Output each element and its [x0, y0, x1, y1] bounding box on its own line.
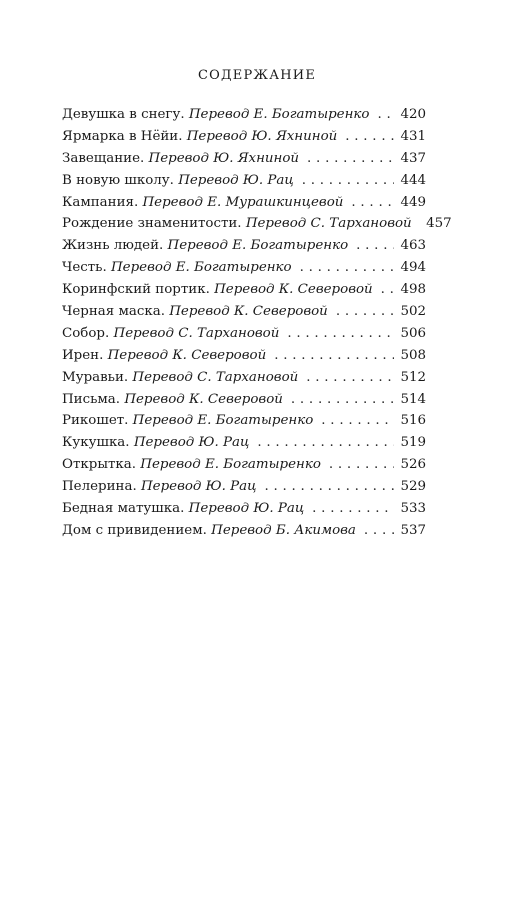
- translator-credit: Перевод Ю. Яхниной: [148, 150, 300, 166]
- toc-entry: [62, 476, 426, 498]
- dot-leader: [312, 498, 394, 520]
- toc-entry-text: [62, 170, 294, 192]
- dot-leader: [356, 235, 394, 257]
- toc-entry-text: [62, 126, 337, 148]
- story-title: Бедная матушка.: [62, 501, 185, 517]
- toc-entry-text: [62, 301, 328, 323]
- dot-leader: [336, 301, 394, 323]
- story-title: Кампания.: [62, 194, 139, 210]
- toc-entry: [62, 432, 426, 454]
- dot-leader: [307, 148, 394, 170]
- toc-entry: [62, 192, 426, 214]
- page-number: 431: [400, 128, 426, 144]
- story-title: Завещание.: [62, 150, 145, 166]
- page-number: 463: [400, 238, 426, 254]
- toc-entry-text: [62, 192, 343, 214]
- dot-leader: [302, 170, 394, 192]
- page-number: 519: [400, 435, 426, 451]
- toc-entry-text: [62, 345, 266, 367]
- dot-leader: [381, 279, 394, 301]
- story-title: Муравьи.: [62, 369, 129, 385]
- story-title: Дом с привидением.: [62, 522, 207, 538]
- page-number: 437: [400, 150, 426, 166]
- story-title: Честь.: [62, 260, 107, 276]
- translator-credit: Перевод Ю. Рац: [140, 479, 257, 495]
- toc-entry: [62, 213, 452, 235]
- toc-entry-text: [62, 323, 279, 345]
- toc-entry-text: [62, 104, 369, 126]
- story-title: Письма.: [62, 391, 121, 407]
- translator-credit: Перевод Ю. Яхниной: [186, 128, 338, 144]
- translator-credit: Перевод К. Северовой: [124, 391, 283, 407]
- translator-credit: Перевод С. Тархановой: [113, 325, 280, 341]
- dot-leader: [306, 367, 394, 389]
- toc-entry-text: [62, 476, 257, 498]
- toc-entry: [62, 126, 426, 148]
- dot-leader: [321, 410, 394, 432]
- toc-entry-text: [62, 498, 304, 520]
- toc-entry-text: [62, 389, 283, 411]
- toc-entry: [62, 410, 426, 432]
- toc-entry-text: [62, 148, 299, 170]
- toc-entry-text: [62, 367, 298, 389]
- page-number: 514: [400, 391, 426, 407]
- page-number: 506: [400, 325, 426, 341]
- story-title: Ирен.: [62, 347, 104, 363]
- story-title: Ярмарка в Нёйи.: [62, 128, 183, 144]
- page-number: 420: [400, 107, 426, 122]
- dot-leader: [265, 476, 395, 498]
- toc-entry: [62, 323, 426, 345]
- page-number: 498: [400, 282, 426, 298]
- dot-leader: [300, 257, 394, 279]
- toc-entry: [62, 345, 426, 367]
- toc-entry: [62, 148, 426, 170]
- translator-credit: Перевод Ю. Рац: [133, 435, 250, 451]
- page-number: 526: [400, 457, 426, 473]
- toc-entry: [62, 235, 426, 257]
- toc-entry: [62, 389, 426, 411]
- toc-entry: [62, 104, 426, 126]
- translator-credit: Перевод Е. Богатыренко: [140, 457, 321, 473]
- translator-credit: Перевод Ю. Рац: [178, 172, 294, 188]
- story-title: Рождение знаменитости.: [62, 216, 242, 232]
- toc-entry: [62, 170, 426, 192]
- toc-entry: [62, 520, 426, 542]
- translator-credit: Перевод Е. Богатыренко: [132, 413, 314, 429]
- translator-credit: Перевод Е. Богатыренко: [111, 260, 292, 276]
- dot-leader: [377, 104, 394, 126]
- toc-entry: [62, 301, 426, 323]
- translator-credit: Перевод Б. Акимова: [211, 522, 356, 538]
- toc-entry-text: [62, 520, 356, 542]
- dot-leader: [257, 432, 394, 454]
- page-number: 502: [400, 304, 426, 320]
- dot-leader: [291, 389, 394, 411]
- dot-leader: [274, 345, 394, 367]
- dot-leader: [329, 454, 394, 476]
- toc-entry-text: [62, 213, 412, 235]
- story-title: Жизнь людей.: [62, 238, 164, 254]
- story-title: Собор.: [62, 325, 110, 341]
- page-number: 529: [400, 479, 426, 495]
- translator-credit: Перевод Е. Мурашкинцевой: [142, 194, 344, 210]
- toc-entry-text: [62, 235, 348, 257]
- toc-entry: [62, 279, 426, 301]
- story-title: Открытка.: [62, 457, 137, 473]
- story-title: Рикошет.: [62, 413, 129, 429]
- toc-entry-text: [62, 454, 321, 476]
- story-title: Кукушка.: [62, 435, 130, 451]
- translator-credit: Перевод К. Северовой: [107, 347, 267, 363]
- toc-entry-text: [62, 257, 292, 279]
- page-number: 512: [400, 369, 426, 385]
- story-title: Пелерина.: [62, 479, 137, 495]
- story-title: В новую школу.: [62, 172, 174, 188]
- translator-credit: Перевод С. Тархановой: [245, 216, 412, 232]
- translator-credit: Перевод Ю. Рац: [188, 501, 305, 517]
- page-number: 508: [400, 347, 426, 363]
- translator-credit: Перевод С. Тархановой: [132, 369, 299, 385]
- toc-entry: [62, 367, 426, 389]
- page-number: 533: [400, 501, 426, 517]
- page-number: 444: [400, 172, 426, 188]
- toc-list: [62, 104, 452, 542]
- toc-entry-text: [62, 432, 249, 454]
- translator-credit: Перевод К. Северовой: [214, 282, 373, 298]
- dot-leader: [364, 520, 394, 542]
- toc-entry: [62, 454, 426, 476]
- story-title: Девушка в снегу.: [62, 107, 185, 122]
- page-number: 516: [400, 413, 426, 429]
- dot-leader: [345, 126, 394, 148]
- dot-leader: [287, 323, 394, 345]
- dot-leader: [351, 192, 394, 214]
- toc-entry-text: [62, 279, 373, 301]
- page-number: 457: [426, 216, 452, 232]
- toc-entry: [62, 498, 426, 520]
- toc-entry: [62, 257, 426, 279]
- translator-credit: Перевод Е. Богатыренко: [188, 107, 370, 122]
- toc-entry-text: [62, 410, 313, 432]
- translator-credit: Перевод Е. Богатыренко: [167, 238, 349, 254]
- page-title: СОДЕРЖАНИЕ: [197, 68, 317, 83]
- translator-credit: Перевод К. Северовой: [169, 304, 328, 320]
- page-number: 537: [400, 522, 426, 538]
- story-title: Черная маска.: [62, 304, 165, 320]
- page-number: 494: [400, 260, 426, 276]
- story-title: Коринфский портик.: [62, 282, 210, 298]
- page-number: 449: [400, 194, 426, 210]
